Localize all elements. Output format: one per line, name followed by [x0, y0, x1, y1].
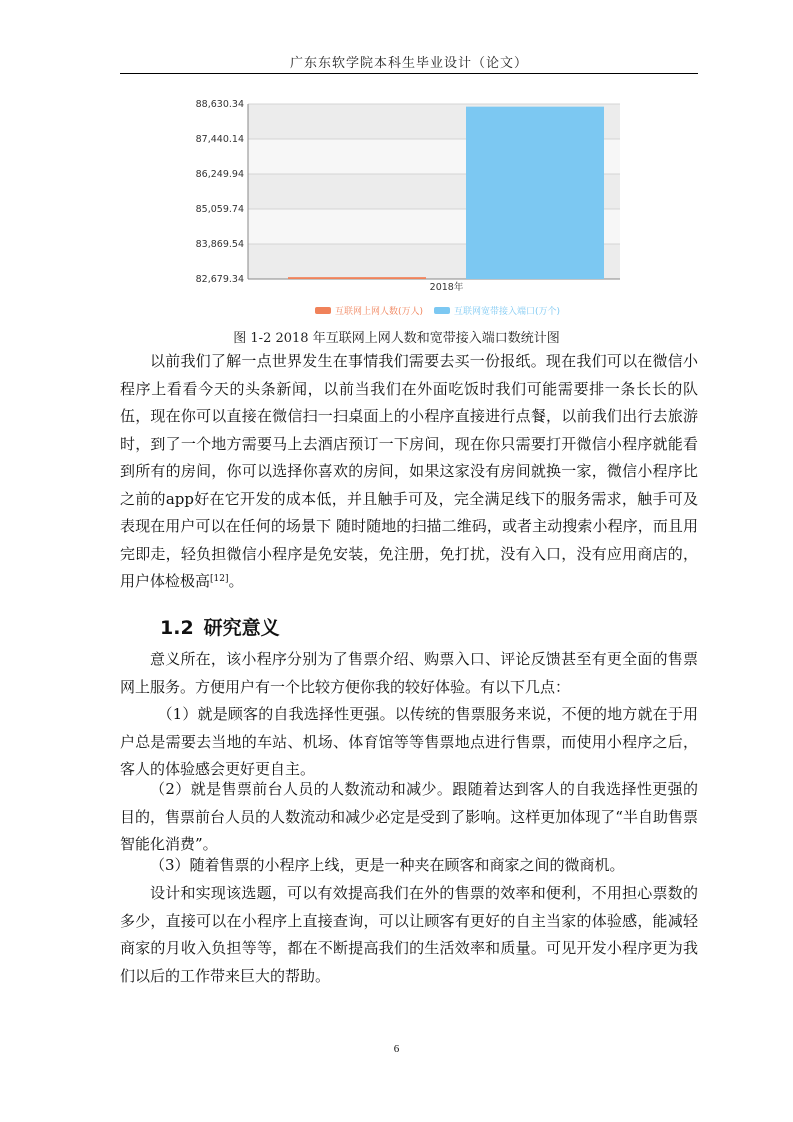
bar	[288, 277, 426, 279]
y-tick-label: 86,249.94	[195, 169, 244, 180]
y-tick-label: 85,059.74	[195, 204, 244, 215]
legend-swatch	[434, 307, 450, 314]
section-title: 研究意义	[203, 617, 280, 639]
paragraph-intro	[120, 348, 698, 596]
legend-label: 互联网上网人数(万人)	[335, 307, 424, 317]
page-number: 6	[393, 1043, 400, 1055]
citation-ref: [12]	[210, 574, 229, 584]
section-heading	[160, 613, 280, 640]
legend-label: 互联网宽带接入端口(万个)	[454, 307, 561, 317]
paragraph-significance: 意义所在，该小程序分别为了售票介绍、购票入口、评论反馈甚至有更全面的售票网上服务。方便用户有一个比较方便你我的较好体验。有以下几点：	[120, 650, 698, 696]
paragraph-intro-text: 以前我们了解一点世界发生在事情我们需要去买一份报纸。现在我们可以在微信小程序上看看今天的头条新闻，以前当我们在外面吃饭时我们可能需要排一条长长的队伍，现在你可以直接在微信扫一扫桌面上的小程序直接进行点餐，以前我们出行去旅游时，到了一个地方需要马上去酒店预订一下房间，现在你只需要打开微信小程序就能看到所有的房间，你可以选择你喜欢的房间，如果这家没有房间就换一家，微信小程序比之前的app好在它开发的成本低，并且触手可及，完全满足线下的服务需求，触手可及表现在用户可以在任何的场景下 随时随地的扫描二维码，或者主动搜索小程序，而且用完即走，轻负担微信小程序是免安装，免注册，免打扰，没有入口，没有应用商店的，用户体检极高	[120, 352, 698, 590]
paragraph-intro-end: 。	[228, 572, 244, 590]
y-tick-label: 83,869.54	[195, 239, 244, 250]
y-tick-label: 82,679.34	[195, 274, 244, 285]
paragraph-point-3: （3）随着售票的小程序上线，更是一种夹在顾客和商家之间的微商机。	[150, 856, 625, 874]
paragraph-point-1: （1）就是顾客的自我选择性更强。以传统的售票服务来说，不便的地方就在于用户总是需要去当地的车站、机场、体育馆等等售票地点进行售票，而使用小程序之后，客人的体验感会更好更自主。	[120, 705, 698, 778]
figure-caption: 图 1-2 2018 年互联网上网人数和宽带接入端口数统计图	[233, 331, 560, 346]
page-header: 广东东软学院本科生毕业设计（论文）	[289, 56, 528, 71]
section-number: 1.2	[160, 617, 194, 639]
bar	[466, 107, 604, 279]
bar-chart	[180, 92, 620, 324]
legend-swatch	[315, 307, 331, 314]
header-rule	[120, 73, 698, 74]
y-tick-label: 88,630.34	[195, 99, 244, 110]
x-category-label: 2018年	[429, 282, 464, 293]
paragraph-conclusion: 设计和实现该选题，可以有效提高我们在外的售票的效率和便利，不用担心票数的多少，直接可以在小程序上直接查询，可以让顾客有更好的自主当家的体验感，能减轻商家的月收入负担等等，都在不断提高我们的生活效率和质量。可见开发小程序更为我们以后的工作带来巨大的帮助。	[120, 884, 698, 985]
y-tick-label: 87,440.14	[195, 134, 244, 145]
paragraph-point-2: （2）就是售票前台人员的人数流动和减少。跟随着达到客人的自我选择性更强的目的，售票前台人员的人数流动和减少必定是受到了影响。这样更加体现了“半自助售票智能化消费”。	[120, 780, 698, 853]
